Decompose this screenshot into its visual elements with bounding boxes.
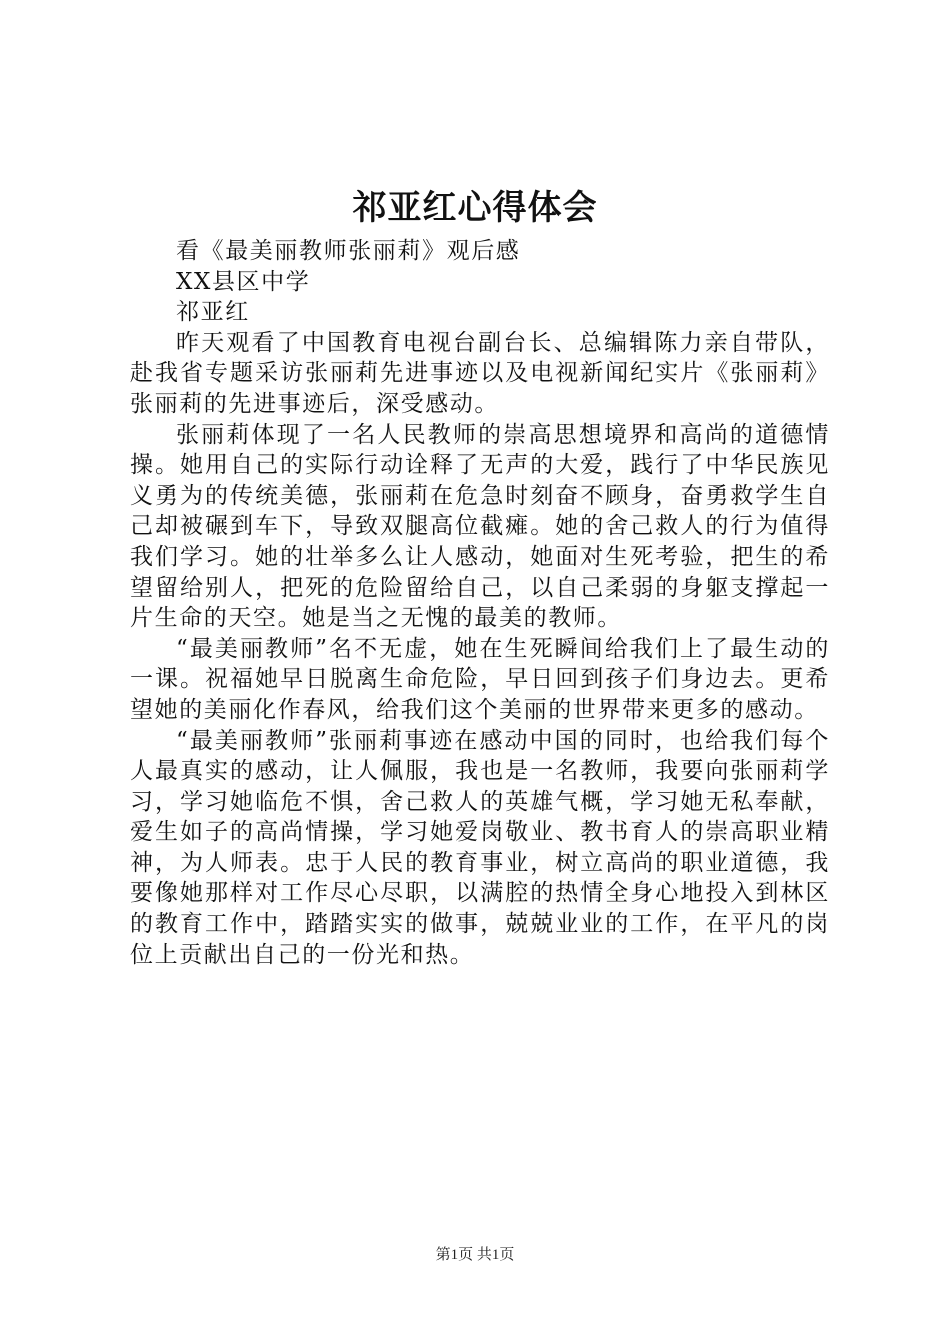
body-paragraph: “最美丽教师”张丽莉事迹在感动中国的同时，也给我们每个人最真实的感动，让人佩服，我也是一名教师，我要向张丽莉学习，学习她临危不惧，舍己救人的英雄气概，学习她无私奉献，爱生如子的高尚情操，学习她爱岗敬业、教书育人的崇高职业精神，为人师表。忠于人民的教育事业，树立高尚的职业道德，我要像她那样对工作尽心尽职，以满腔的热情全身心地投入到林区的教育工作中，踏踏实实的做事，兢兢业业的工作，在平凡的岗位上贡献出自己的一份光和热。 bbox=[130, 727, 830, 968]
author-line: 祁亚红 bbox=[176, 299, 250, 326]
subtitle-line: 看《最美丽教师张丽莉》观后感 bbox=[176, 238, 521, 264]
document-body bbox=[130, 236, 830, 970]
document-title: 祁亚红心得体会 bbox=[352, 188, 598, 228]
body-paragraph: “最美丽教师”名不无虚，她在生死瞬间给我们上了最生动的一课。祝福她早日脱离生命危险，早日回到孩子们身边去。更希望她的美丽化作春风，给我们这个美丽的世界带来更多的感动。 bbox=[130, 635, 830, 723]
body-paragraph: 昨天观看了中国教育电视台副台长、总编辑陈力亲自带队，赴我省专题采访张丽莉先进事迹以及电视新闻纪实片《张丽莉》张丽莉的先进事迹后，深受感动。 bbox=[130, 329, 830, 417]
body-paragraph: 张丽莉体现了一名人民教师的崇高思想境界和高尚的道德情操。她用自己的实际行动诠释了无声的大爱，践行了中华民族见义勇为的传统美德，张丽莉在危急时刻奋不顾身，奋勇救学生自己却被碾到车下，导致双腿高位截瘫。她的舍己救人的行为值得我们学习。她的壮举多么让人感动，她面对生死考验，把生的希望留给别人，把死的危险留给自己，以自己柔弱的身躯支撑起一片生命的天空。她是当之无愧的最美的教师。 bbox=[130, 421, 830, 632]
school-line: XX县区中学 bbox=[176, 268, 311, 295]
page-footer: 第1页 共1页 bbox=[435, 1247, 515, 1263]
